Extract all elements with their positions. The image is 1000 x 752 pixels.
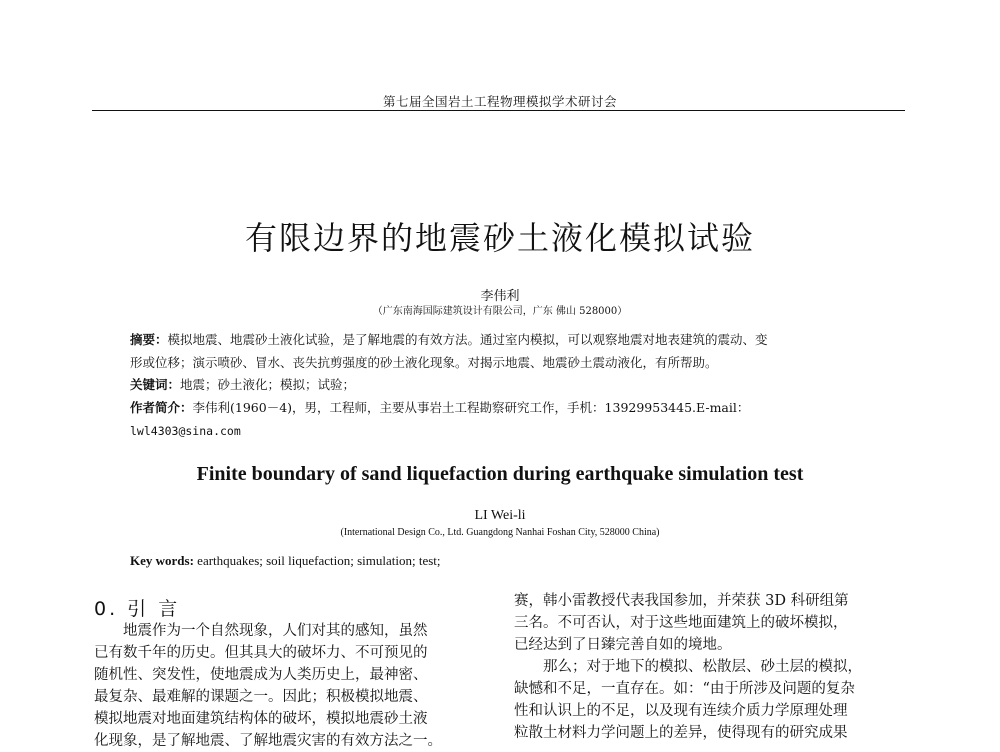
paragraph-line: 赛，韩小雷教授代表我国参加，并荣获 3D 科研组第 (514, 593, 849, 609)
author-name-en: LI Wei-li (474, 508, 526, 523)
keywords-label: 关键词： (130, 377, 181, 392)
affiliation-cn: （广东南海国际建筑设计有限公司，广东 佛山 528000） (372, 306, 628, 317)
paragraph-line: 模拟地震对地面建筑结构体的破坏，模拟地震砂土液 (94, 711, 428, 727)
header-rule (92, 110, 905, 111)
bio-label: 作者简介： (130, 400, 193, 415)
paragraph-line: 那么；对于地下的模拟、松散层、砂土层的模拟， (543, 659, 862, 675)
paragraph-line: 性和认识上的不足，以及现有连续介质力学原理处理 (514, 703, 848, 719)
paragraph-line: 已经达到了日臻完善自如的境地。 (514, 637, 732, 653)
paragraph-line: 三名。不可否认，对于这些地面建筑上的破坏模拟， (514, 615, 848, 631)
keywords-text: 地震；砂土液化；模拟；试验； (180, 377, 356, 392)
paragraph-line: 地震作为一个自然现象，人们对其的感知，虽然 (123, 623, 428, 639)
body-column-left (94, 620, 486, 752)
running-header: 第七届全国岩土工程物理模拟学术研讨会 (382, 94, 617, 109)
paragraph-line: 最复杂、最难解的课题之一。因此；积极模拟地震、 (94, 689, 428, 705)
author-email[interactable]: lwl4303@sina.com (130, 423, 241, 438)
bio-text: 李伟利(1960－4)，男，工程师，主要从事岩土工程勘察研究工作，手机：13929953445.E-mail： (192, 400, 750, 415)
keywords-en (130, 553, 875, 569)
section-heading-introduction: 0. 引 言 (94, 598, 181, 620)
bio-line-1 (130, 397, 875, 420)
keywords-en-label: Key words: (130, 553, 194, 568)
abstract-text-1: 模拟地震、地震砂土液化试验，是了解地震的有效方法。通过室内模拟，可以观察地震对地表建筑的震动、变 (167, 332, 768, 347)
author-bio (130, 397, 875, 442)
abstract-text-2: 形或位移；演示喷砂、冒水、丧失抗剪强度的砂土液化现象。对揭示地震、地震砂土震动液化，有所帮助。 (130, 354, 718, 370)
paragraph-line: 粒散土材料力学问题上的差异，使得现有的研究成果 (514, 725, 848, 741)
abstract-label: 摘要： (130, 332, 168, 347)
affiliation-en: (International Design Co., Ltd. Guangdong Nanhai Foshan City, 528000 China) (340, 527, 660, 538)
paper-title-en: Finite boundary of sand liquefaction during earthquake simulation test (196, 463, 804, 485)
paragraph-line: 缺憾和不足，一直存在。如：“由于所涉及问题的复杂 (514, 681, 855, 697)
abstract-cn (130, 329, 875, 374)
body-column-right (514, 590, 906, 744)
keywords-cn (130, 374, 875, 397)
paragraph-line: 已有数千年的历史。但其具大的破坏力、不可预见的 (94, 645, 428, 661)
abstract-line-1 (130, 329, 875, 352)
author-name-cn: 李伟利 (480, 289, 520, 304)
keywords-en-text: earthquakes; soil liquefaction; simulation; test; (193, 553, 441, 568)
paragraph-line: 随机性、突发性，使地震成为人类历史上，最神密、 (94, 667, 428, 683)
paragraph-line: 化现象，是了解地震、了解地震灾害的有效方法之一。 (94, 733, 442, 749)
paper-title-cn: 有限边界的地震砂土液化模拟试验 (244, 219, 755, 257)
